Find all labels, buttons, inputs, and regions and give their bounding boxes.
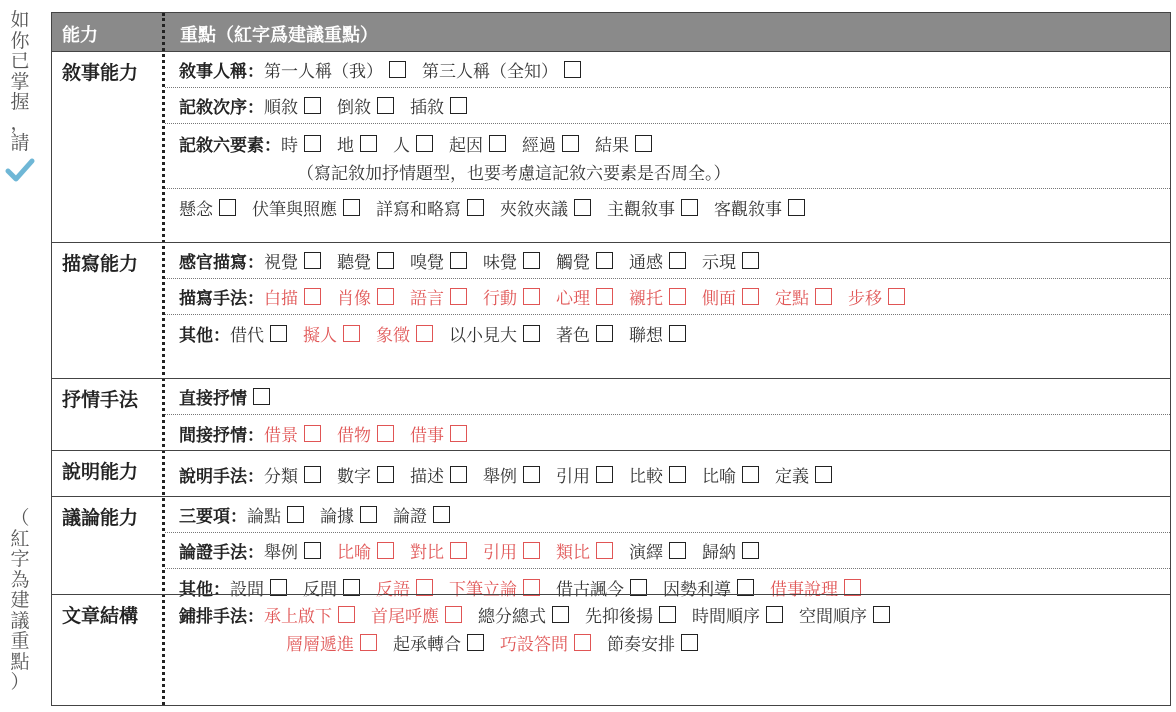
checkbox[interactable] [304,425,321,442]
item-text: 類比 [556,543,590,563]
item-text: 肖像 [337,289,371,309]
checkbox[interactable] [377,542,394,559]
checkbox[interactable] [630,579,647,596]
checkbox[interactable] [450,97,467,114]
item-text: 巧設答問 [500,634,568,655]
item-text: 演繹 [629,543,663,563]
checklist-item [775,284,832,309]
item-text: 主觀敘事 [607,199,675,220]
checklist-item [410,462,467,487]
row-label: 直接抒情 [179,389,247,409]
checkbox[interactable] [343,325,360,342]
item-text: 定義 [775,466,809,487]
checklist-row [165,533,1170,569]
table-header [52,13,1170,51]
checklist-row [165,243,1170,279]
item-text: 順敘 [264,98,298,118]
checklist-item [264,538,321,563]
item-text: 襯托 [629,289,663,309]
checkbox[interactable] [304,97,321,114]
side-char: 為 [10,568,30,591]
checklist-item [410,248,467,273]
checkbox[interactable] [523,252,540,269]
ability-group [52,450,1170,497]
checkbox[interactable] [343,199,360,216]
side-char: 重 [10,630,30,652]
checkbox[interactable] [287,506,304,523]
checklist-item [320,502,377,527]
item-text: 反問 [303,579,337,600]
checklist-item [410,93,467,118]
side-char: 你 [10,29,30,52]
checklist-item [410,421,467,446]
checkbox[interactable] [270,579,287,596]
item-text: 比喻 [702,466,736,487]
row-label: 鋪排手法： [179,606,264,627]
checklist-item [449,321,540,346]
side-char: 議 [10,609,30,632]
checkbox[interactable] [377,288,394,305]
checklist-row [165,189,1170,225]
checklist-item [607,630,698,655]
checklist-item [281,131,321,156]
checkbox[interactable] [304,135,321,152]
checklist-item [337,421,394,446]
item-text: 結果 [595,135,629,156]
item-text: 節奏安排 [607,634,675,655]
checkbox[interactable] [669,325,686,342]
side-char: 紅 [10,527,30,550]
checklist-item [422,57,581,82]
checklist-item [595,131,652,156]
item-text: 聽覺 [337,253,371,273]
item-text: 第一人稱（我） [264,62,383,82]
ability-group [52,242,1170,351]
checkbox[interactable] [304,252,321,269]
checkbox[interactable] [343,579,360,596]
row-label: 感官描寫： [179,253,264,273]
item-text: 起因 [449,135,483,156]
header-ability: 能力 [62,25,98,46]
item-text: 人 [393,135,410,156]
item-text: 借物 [337,425,371,446]
checkbox[interactable] [669,252,686,269]
checkbox[interactable] [596,325,613,342]
checklist-row [165,52,1170,88]
item-text: 觸覺 [556,253,590,273]
ability-name: 抒情手法 [62,389,139,411]
checkbox[interactable] [815,466,832,483]
checklist-item [247,388,270,405]
row-note: （寫記敘加抒情題型，也要考慮這記敘六要素是否周全。） [297,163,731,184]
checkmark-icon [5,158,35,182]
item-text: 插敘 [410,98,444,118]
checkbox[interactable] [562,135,579,152]
row-label: 說明手法： [179,466,264,487]
checkbox[interactable] [450,466,467,483]
checklist-item [337,538,394,563]
checklist-item [556,321,613,346]
checklist-row [165,497,1170,533]
item-text: 懸念 [179,199,213,220]
checklist-item [629,248,686,273]
checkbox[interactable] [253,388,270,405]
checklist-item [264,462,321,487]
side-char: 如 [10,9,30,31]
side-char: 握 [10,91,30,113]
item-text: 視覺 [264,253,298,273]
checklist-item [247,502,304,527]
side-char: 字 [10,548,30,570]
checkbox[interactable] [681,199,698,216]
row-label: 描寫手法： [179,289,264,309]
item-text: 倒敘 [337,98,371,118]
checklist-item [393,131,433,156]
checkbox[interactable] [377,466,394,483]
side-note-bottom [0,508,40,693]
checkbox[interactable] [377,97,394,114]
ability-group [52,378,1170,451]
item-text: 聯想 [629,325,663,346]
row-label: 記敘六要素： [179,135,281,156]
side-char: 請 [10,132,30,154]
checkbox[interactable] [450,288,467,305]
checklist-item [393,502,450,527]
checklist-item [629,321,686,346]
checkbox[interactable] [338,606,355,623]
checklist-item [556,248,613,273]
checklist-item [264,93,321,118]
checklist-item [230,321,287,346]
checkbox[interactable] [742,542,759,559]
item-text: 首尾呼應 [371,606,439,627]
item-text: 借景 [264,425,298,446]
checklist-item [483,248,540,273]
checklist-item [702,284,759,309]
row-label: 三要項： [179,507,247,527]
checkbox[interactable] [596,288,613,305]
row-label: 其他： [179,325,230,346]
checklist-item [556,284,613,309]
checkbox[interactable] [669,542,686,559]
item-text: 定點 [775,289,809,309]
item-text: 承上啟下 [264,606,332,627]
item-text: 詳寫和略寫 [376,199,461,220]
ability-group [52,496,1170,605]
item-text: 因勢利導 [663,579,731,600]
item-text: 引用 [483,543,517,563]
checkbox[interactable] [737,579,754,596]
checklist-item [410,284,467,309]
checkbox[interactable] [596,466,613,483]
checkbox[interactable] [742,252,759,269]
checklist-row [165,124,1170,189]
item-text: 步移 [848,289,882,309]
checkbox[interactable] [844,579,861,596]
checklist-item [264,602,355,627]
checklist-item [500,195,591,220]
checklist-item [702,538,759,563]
item-text: 比較 [629,466,663,487]
side-char: 掌 [10,70,30,93]
checkbox[interactable] [635,135,652,152]
checkbox[interactable] [389,61,406,78]
checkbox[interactable] [564,61,581,78]
checklist-item [286,630,377,655]
side-char: 已 [10,50,30,72]
checkbox[interactable] [523,579,540,596]
row-label: 間接抒情： [179,425,264,446]
checklist-item [775,462,832,487]
item-text: 語言 [410,289,444,309]
checklist-item [483,538,540,563]
checkbox[interactable] [450,252,467,269]
checkbox[interactable] [445,606,462,623]
checkbox[interactable] [873,606,890,623]
ability-name: 說明能力 [62,461,139,483]
checkbox[interactable] [416,135,433,152]
checkbox[interactable] [742,288,759,305]
row-label: 敘事人稱： [179,62,264,82]
checklist-item [629,284,686,309]
item-text: 側面 [702,289,736,309]
checklist-item [449,131,506,156]
item-text: 借事說理 [770,579,838,600]
ability-name: 文章結構 [62,605,139,627]
checkbox[interactable] [433,506,450,523]
ability-group [52,594,1170,662]
checkbox[interactable] [596,542,613,559]
item-text: 對比 [410,543,444,563]
checkbox[interactable] [815,288,832,305]
checklist-row [165,88,1170,124]
checklist-item [714,195,805,220]
checklist-item [629,462,686,487]
item-text: 象徵 [376,325,410,346]
checklist-item [264,57,406,82]
item-text: 借事 [410,425,444,446]
item-text: 舉例 [483,466,517,487]
checklist-item [799,602,890,627]
item-text: 層層遞進 [286,634,354,655]
checkbox[interactable] [659,606,676,623]
item-text: 反語 [376,579,410,600]
checkbox[interactable] [304,288,321,305]
checklist-item [376,321,433,346]
checkbox[interactable] [669,466,686,483]
checklist-item [483,462,540,487]
checkbox[interactable] [523,325,540,342]
checklist-item [500,630,591,655]
side-char: 建 [10,589,30,611]
item-text: 設問 [230,579,264,600]
checklist-item [393,630,484,655]
checkbox[interactable] [574,199,591,216]
item-text: 比喻 [337,543,371,563]
checklist-item [607,195,698,220]
row-label: 論證手法： [179,543,264,563]
item-text: 歸納 [702,543,736,563]
skills-checklist-table [51,12,1171,706]
item-text: 經過 [522,135,556,156]
checklist-item [337,284,394,309]
checklist-item [702,462,759,487]
checklist-item [376,195,484,220]
checklist-item [629,538,686,563]
side-note-top [0,10,40,182]
checkbox[interactable] [523,288,540,305]
checkbox[interactable] [552,606,569,623]
checkbox[interactable] [304,466,321,483]
item-text: 通感 [629,253,663,273]
side-char: ） [10,671,30,693]
item-text: 下筆立論 [449,579,517,600]
checkbox[interactable] [219,199,236,216]
ability-name: 議論能力 [62,507,139,529]
checkbox[interactable] [742,466,759,483]
checklist-item [585,602,676,627]
checkbox[interactable] [450,425,467,442]
item-text: 借代 [230,325,264,346]
item-text: 數字 [337,466,371,487]
item-text: 第三人稱（全知） [422,62,558,82]
item-text: 時 [281,135,298,156]
item-text: 論點 [247,507,281,527]
checklist-item [179,195,236,220]
checkbox[interactable] [270,325,287,342]
checklist-item [337,93,394,118]
ability-name: 描寫能力 [62,253,139,275]
item-text: 論據 [320,507,354,527]
checklist-item [371,602,462,627]
checkbox[interactable] [888,288,905,305]
checkbox[interactable] [360,634,377,651]
checklist-row [165,379,1170,415]
checklist-row [165,415,1170,451]
checklist-item [337,462,394,487]
checklist-item [478,602,569,627]
item-text: 起承轉合 [393,634,461,655]
checklist-row [165,595,1170,662]
checklist-row [165,315,1170,351]
checkbox[interactable] [681,634,698,651]
checkbox[interactable] [669,288,686,305]
item-text: 行動 [483,289,517,309]
checklist-item [702,248,759,273]
checkbox[interactable] [467,634,484,651]
item-text: 客觀敘事 [714,199,782,220]
item-text: 引用 [556,466,590,487]
row-label: 其他： [179,579,230,600]
checklist-item [692,602,783,627]
item-text: 空間順序 [799,606,867,627]
item-text: 分類 [264,466,298,487]
item-text: 夾敘夾議 [500,199,568,220]
ability-group [52,51,1170,225]
checkbox[interactable] [360,135,377,152]
ability-name: 敘事能力 [62,62,139,84]
checkbox[interactable] [304,542,321,559]
checklist-item [337,248,394,273]
header-key-points: 重點（紅字爲建議重點） [180,25,378,46]
item-text: 地 [337,135,354,156]
item-text: 擬人 [303,325,337,346]
checklist-item [556,462,613,487]
checkbox[interactable] [788,199,805,216]
side-char: （ [10,507,30,529]
checkbox[interactable] [766,606,783,623]
item-text: 伏筆與照應 [252,199,337,220]
side-char: 點 [10,650,30,673]
checkbox[interactable] [450,542,467,559]
item-text: 借古諷今 [556,579,624,600]
checkbox[interactable] [377,425,394,442]
checkbox[interactable] [523,542,540,559]
checkbox[interactable] [467,199,484,216]
checklist-item [264,421,321,446]
checkbox[interactable] [489,135,506,152]
checklist-item [483,284,540,309]
item-text: 總分總式 [478,606,546,627]
item-text: 先抑後揚 [585,606,653,627]
checklist-item [522,131,579,156]
checkbox[interactable] [360,506,377,523]
side-char: ， [10,111,30,134]
item-text: 以小見大 [449,325,517,346]
item-text: 著色 [556,325,590,346]
item-text: 味覺 [483,253,517,273]
checkbox[interactable] [596,252,613,269]
item-text: 論證 [393,507,427,527]
item-text: 描述 [410,466,444,487]
checkbox[interactable] [574,634,591,651]
checklist-item [252,195,360,220]
checklist-item [848,284,905,309]
checkbox[interactable] [416,579,433,596]
checklist-item [303,321,360,346]
checklist-item [264,284,321,309]
checkbox[interactable] [416,325,433,342]
checklist-item [556,538,613,563]
checklist-item [410,538,467,563]
checklist-item [337,131,377,156]
row-label: 記敘次序： [179,98,264,118]
checkbox[interactable] [377,252,394,269]
item-text: 白描 [264,289,298,309]
checklist-item [264,248,321,273]
item-text: 時間順序 [692,606,760,627]
checklist-row [165,451,1170,497]
item-text: 示現 [702,253,736,273]
checklist-row [165,279,1170,315]
checkbox[interactable] [523,466,540,483]
item-text: 舉例 [264,543,298,563]
item-text: 心理 [556,289,590,309]
item-text: 嗅覺 [410,253,444,273]
